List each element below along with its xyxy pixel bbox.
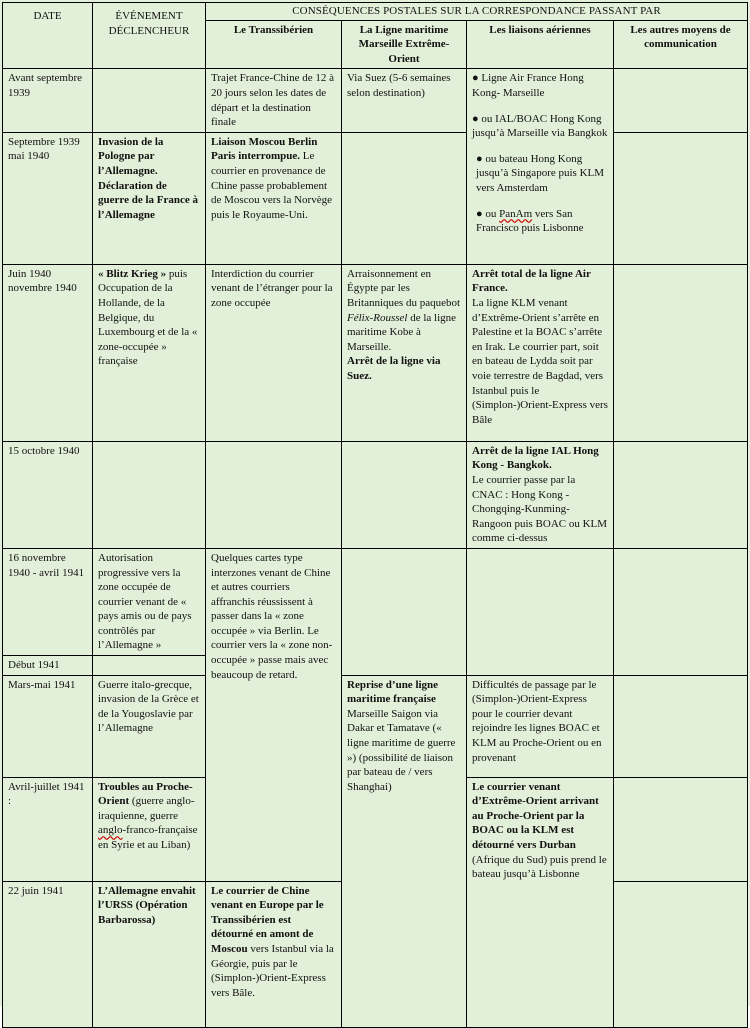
table-row xyxy=(3,69,748,132)
date-cell: Début 1941 xyxy=(3,656,93,676)
event-cell xyxy=(93,441,206,548)
other-cell xyxy=(614,777,748,881)
maritime-cell: Via Suez (5-6 semaines selon destination) xyxy=(342,69,467,132)
date-cell: 16 novembre 1940 - avril 1941 xyxy=(3,548,93,655)
event-cell: Invasion de la Pologne par l’Allemagne. Déclaration de guerre de la France à l’Allemagne xyxy=(93,132,206,264)
transsiberien-cell: Le courrier de Chine venant en Europe par le Transsibérien est détourné en amont de Moscou vers Istanbul via la Géorgie, puis par le (Simplon-)Orient-Express vers Bâle. xyxy=(206,881,342,1027)
header-liaisons-aeriennes: Les liaisons aériennes xyxy=(467,20,614,69)
event-cell xyxy=(93,656,206,676)
bullet-klm: ● ou bateau Hong Kong jusqu’à Singapore puis KLM vers Amsterdam xyxy=(472,152,608,196)
date-cell: Mars-mai 1941 xyxy=(3,675,93,777)
date-cell: Avril-juillet 1941 : xyxy=(3,777,93,881)
other-cell xyxy=(614,881,748,1027)
transsiberien-cell: Trajet France-Chine de 12 à 20 jours selon les dates de départ et la destination finale xyxy=(206,69,342,132)
postal-consequences-table xyxy=(2,2,748,1028)
air-cell xyxy=(467,69,614,264)
header-event: ÉVÉNEMENT DÉCLENCHEUR xyxy=(93,3,206,69)
header-date: DATE xyxy=(3,3,93,69)
other-cell xyxy=(614,264,748,441)
event-cell: Troubles au Proche-Orient (guerre anglo-iraquienne, guerre anglo-franco-française en Syrie et au Liban) xyxy=(93,777,206,881)
air-cell: Arrêt total de la ligne Air France. La ligne KLM venant d’Extrême-Orient s’arrête en Palestine et la BOAC s’arrête en Irak. Le courrier part, soit en bateau de Lydda soit par voie terrestre de Bagdad, vers Istanbul puis le (Simplon-)Orient-Express vers Bâle xyxy=(467,264,614,441)
air-cell: Difficultés de passage par le (Simplon-)Orient-Express pour le courrier devant rejoindre les lignes BOAC et KLM au Proche-Orient ou en provenant xyxy=(467,675,614,777)
table-row xyxy=(3,548,748,655)
maritime-cell xyxy=(342,441,467,548)
other-cell xyxy=(614,441,748,548)
air-cell xyxy=(467,548,614,675)
date-cell: Juin 1940 novembre 1940 xyxy=(3,264,93,441)
other-cell xyxy=(614,675,748,777)
bullet-ial-boac: ● ou IAL/BOAC Hong Kong jusqu’à Marseille via Bangkok xyxy=(472,112,608,141)
date-cell: Avant septembre 1939 xyxy=(3,69,93,132)
maritime-cell xyxy=(342,548,467,675)
other-cell xyxy=(614,548,748,675)
air-cell: Le courrier venant d’Extrême-Orient arrivant au Proche-Orient par la BOAC ou la KLM est détourné vers Durban (Afrique du Sud) puis prend le bateau jusqu’à Lisbonne xyxy=(467,777,614,1027)
event-cell: L’Allemagne envahit l’URSS (Opération Barbarossa) xyxy=(93,881,206,1027)
date-cell: 22 juin 1941 xyxy=(3,881,93,1027)
other-cell xyxy=(614,132,748,264)
transsiberien-cell: Quelques cartes type interzones venant de Chine et autres courriers affranchis réussissent à passer dans la « zone occupée » via Berlin. Le courrier vers la « zone non-occupée » passe mais avec beaucoup de retard. xyxy=(206,548,342,881)
table-row xyxy=(3,132,748,264)
bullet-panam: ● ou PanAm vers San Francisco puis Lisbonne xyxy=(472,207,608,236)
transsiberien-cell: Liaison Moscou Berlin Paris interrompue. Le courrier en provenance de Chine passe probablement de Moscou vers la Norvège puis le Royaume-Uni. xyxy=(206,132,342,264)
other-cell xyxy=(614,69,748,132)
maritime-cell xyxy=(342,132,467,264)
date-cell: Septembre 1939 mai 1940 xyxy=(3,132,93,264)
event-cell xyxy=(93,69,206,132)
maritime-cell: Arraisonnement en Égypte par les Britanniques du paquebot Félix-Roussel de la ligne maritime Kobe à Marseille. Arrêt de la ligne via Suez. xyxy=(342,264,467,441)
header-ligne-maritime: La Ligne maritime Marseille Extrême- Orient xyxy=(342,20,467,69)
header-consequences: CONSÉQUENCES POSTALES SUR LA CORRESPONDANCE PASSANT PAR xyxy=(206,3,748,21)
bullet-air-france: ● Ligne Air France Hong Kong- Marseille xyxy=(472,71,608,100)
header-autres-moyens: Les autres moyens de communication xyxy=(614,20,748,69)
event-cell: Guerre italo-grecque, invasion de la Grèce et de la Yougoslavie par l’Allemagne xyxy=(93,675,206,777)
event-cell: Autorisation progressive vers la zone occupée de courrier venant de « pays amis ou de pays contrôlés par l’Allemagne » xyxy=(93,548,206,655)
transsiberien-cell xyxy=(206,441,342,548)
date-cell: 15 octobre 1940 xyxy=(3,441,93,548)
maritime-cell: Reprise d’une ligne maritime française Marseille Saigon via Dakar et Tamatave (« ligne maritime de guerre ») (possibilité de liaison par bateau de / vers Shanghai) xyxy=(342,675,467,1027)
transsiberien-cell: Interdiction du courrier venant de l’étranger pour la zone occupée xyxy=(206,264,342,441)
air-cell: Arrêt de la ligne IAL Hong Kong - Bangkok. Le courrier passe par la CNAC : Hong Kong - Chongqing-Kunming-Rangoon puis BOAC ou KLM comme ci-dessus xyxy=(467,441,614,548)
table-row xyxy=(3,264,748,441)
table-row xyxy=(3,675,748,777)
event-cell: « Blitz Krieg » puis Occupation de la Hollande, de la Belgique, du Luxembourg et de la « zone-occupée » française xyxy=(93,264,206,441)
header-transsiberien: Le Transsibérien xyxy=(206,20,342,69)
table-row xyxy=(3,441,748,548)
